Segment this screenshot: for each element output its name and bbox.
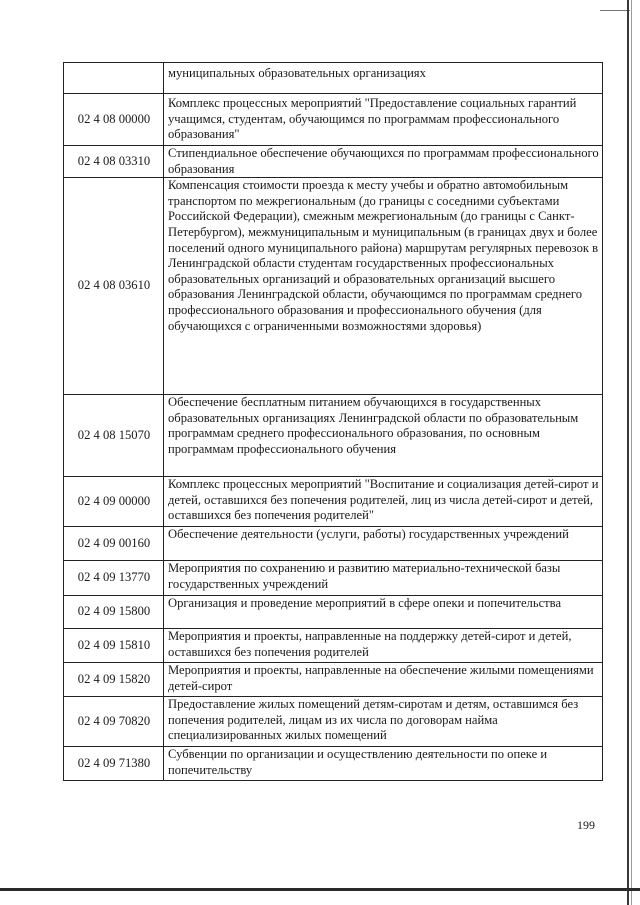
code-cell: 02 4 09 71380 — [64, 747, 164, 781]
code-cell: 02 4 09 15820 — [64, 663, 164, 697]
table-row — [64, 477, 603, 527]
description-cell: Обеспечение бесплатным питанием обучающихся в государственных образовательных организациях Ленинградской области по образовательным программам среднего профессионального образования, по основным программам профессионального обучения — [164, 395, 603, 477]
description-cell: Стипендиальное обеспечение обучающихся по программам профессионального образования — [164, 146, 603, 178]
description-cell: Мероприятия и проекты, направленные на обеспечение жилыми помещениями детей-сирот — [164, 663, 603, 697]
scan-edge-right-shadow — [631, 0, 632, 905]
description-cell: Компенсация стоимости проезда к месту учебы и обратно автомобильным транспортом по межрегиональным (до границы с соседними субъектами Российской Федерации), смежным межрегиональным (до границы с Санкт-Петербургом), межмуниципальным и муниципальным (в границах двух и более поселений одного муниципального района) маршрутам регулярных перевозок в Ленинградской области студентам государственных профессиональных образовательных организаций и образовательных организаций высшего образования Ленинградской области, обучающимся по программам среднего профессионального образования и профессионального обучения (для обучающихся с ограниченными возможностями здоровья) — [164, 178, 603, 395]
code-cell: 02 4 08 00000 — [64, 94, 164, 146]
code-cell: 02 4 09 15810 — [64, 629, 164, 663]
description-cell: муниципальных образовательных организациях — [164, 63, 603, 94]
budget-classification-table — [63, 62, 603, 781]
description-cell: Обеспечение деятельности (услуги, работы) государственных учреждений — [164, 527, 603, 561]
page-number: 199 — [577, 818, 595, 832]
description-cell: Комплекс процессных мероприятий "Предоставление социальных гарантий учащимся, студентам, обучающимся по программам профессионального образования" — [164, 94, 603, 146]
description-cell: Предоставление жилых помещений детям-сиротам и детям, оставшимся без попечения родителей, лицам из их числа по договорам найма специализированных жилых помещений — [164, 697, 603, 747]
code-cell: 02 4 08 15070 — [64, 395, 164, 477]
code-cell: 02 4 09 00000 — [64, 477, 164, 527]
table-row — [64, 629, 603, 663]
description-cell: Организация и проведение мероприятий в сфере опеки и попечительства — [164, 596, 603, 629]
scan-edge-bottom — [0, 888, 640, 891]
description-cell: Мероприятия и проекты, направленные на поддержку детей-сирот и детей, оставшихся без попечения родителей — [164, 629, 603, 663]
description-cell: Комплекс процессных мероприятий "Воспитание и социализация детей-сирот и детей, оставшихся без попечения родителей, лиц из числа детей-сирот и детей, оставшихся без попечения родителей" — [164, 477, 603, 527]
code-cell: 02 4 08 03310 — [64, 146, 164, 178]
code-cell — [64, 63, 164, 94]
code-cell: 02 4 09 70820 — [64, 697, 164, 747]
table-row — [64, 63, 603, 94]
table-row — [64, 697, 603, 747]
table-row — [64, 178, 603, 395]
table-row — [64, 146, 603, 178]
table-row — [64, 561, 603, 596]
table-row — [64, 94, 603, 146]
description-cell: Субвенции по организации и осуществлению деятельности по опеке и попечительству — [164, 747, 603, 781]
code-cell: 02 4 09 00160 — [64, 527, 164, 561]
code-cell: 02 4 09 13770 — [64, 561, 164, 596]
code-cell: 02 4 08 03610 — [64, 178, 164, 395]
table-row — [64, 663, 603, 697]
table-row — [64, 596, 603, 629]
description-cell: Мероприятия по сохранению и развитию материально-технической базы государственных учреждений — [164, 561, 603, 596]
code-cell: 02 4 09 15800 — [64, 596, 164, 629]
table-row — [64, 747, 603, 781]
scan-edge-right — [627, 0, 629, 905]
scan-edge-top — [600, 10, 630, 11]
table-row — [64, 395, 603, 477]
table-row — [64, 527, 603, 561]
